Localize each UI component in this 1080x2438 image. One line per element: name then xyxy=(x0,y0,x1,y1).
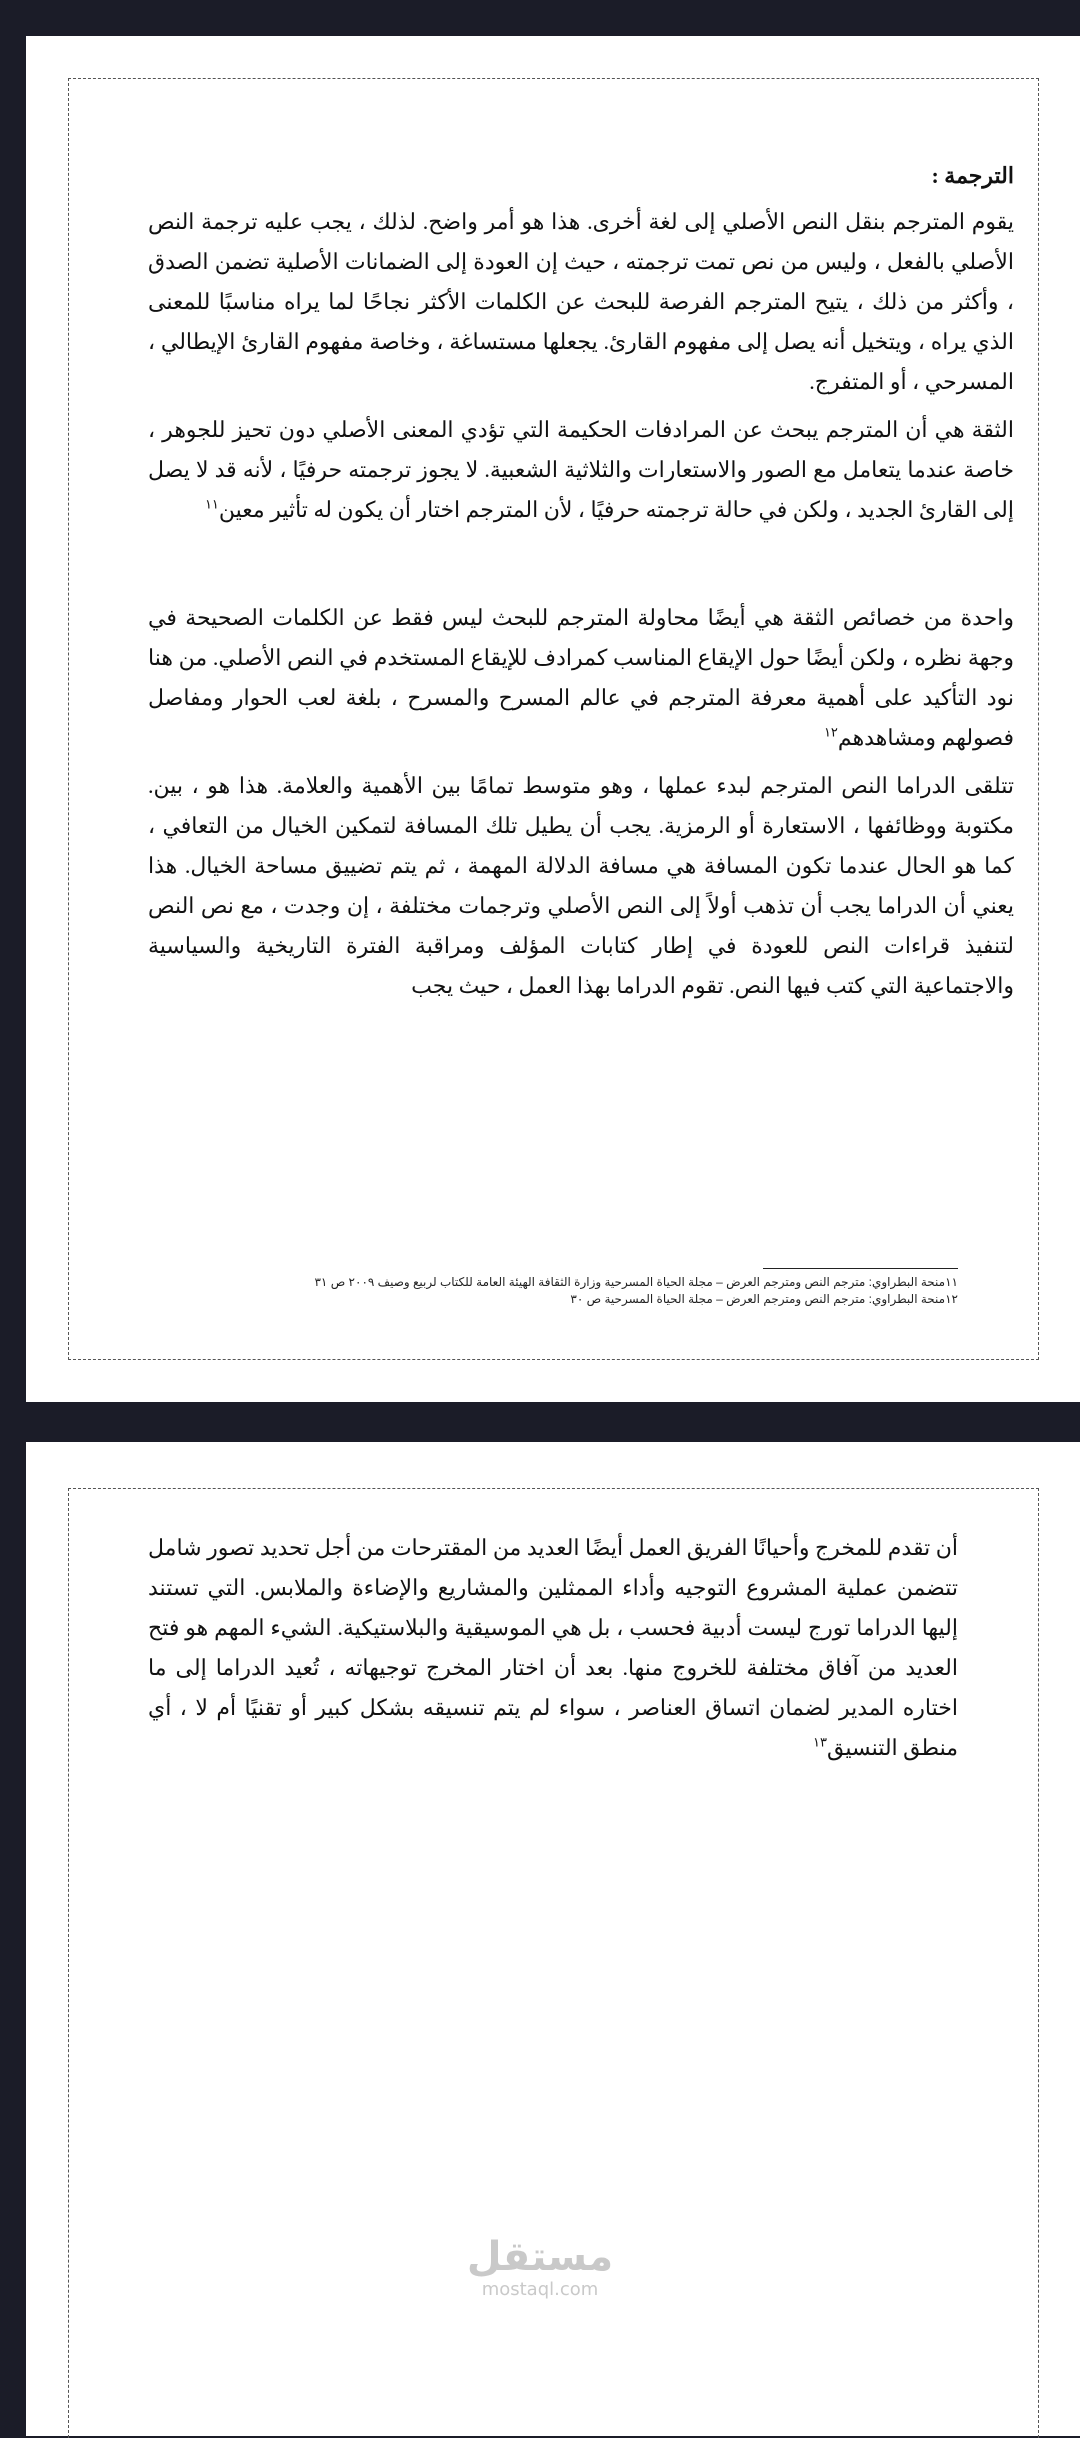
footnote-ref-11: ١١ xyxy=(204,496,219,512)
paragraph-5: أن تقدم للمخرج وأحيانًا الفريق العمل أيضًا العديد من المقترحات من أجل تحديد تصور شامل تتضمن عملية المشروع التوجيه وأداء الممثلين والمشاريع والإضاءة والملابس. التي تستند إليها الدراما تورج ليست أدبية فحسب ، بل هي الموسيقية والبلاستيكية. الشيء المهم هو فتح العديد من آفاق مختلفة للخروج منها. بعد أن اختار المخرج توجيهاته ، تُعيد الدراما إلى ما اختاره المدير لضمان اتساق العناصر ، سواء لم يتم تنسيقه بشكل كبير أو تقنيًا أم لا ، أي منطق التنسيق$^{١٣}$ xyxy=(148,1535,958,1760)
paragraph-1: يقوم المترجم بنقل النص الأصلي إلى لغة أخرى. هذا هو أمر واضح. لذلك ، يجب عليه ترجمة النص الأصلي بالفعل ، وليس من نص تمت ترجمته ، حيث إن العودة إلى الضمانات الأصلية تضمن الصدق ، وأكثر من ذلك ، يتيح المترجم الفرصة للبحث عن الكلمات الأكثر نجاحًا لما يراه مناسبًا للمعنى الذي يراه ، ويتخيل أنه يصل إلى مفهوم القارئ. يجعلها مستساغة ، وخاصة مفهوم القارئ الإيطالي ، المسرحي ، أو المتفرج. xyxy=(148,209,1014,394)
watermark-site: mostaql.com xyxy=(481,2279,599,2300)
document-page-1 xyxy=(26,36,1080,1402)
paragraph-4: تتلقى الدراما النص المترجم لبدء عملها ، وهو متوسط تمامًا بين الأهمية والعلامة. هذا هو ، بين. مكتوبة ووظائفها ، الاستعارة أو الرمزية. يجب أن يطيل تلك المسافة لتمكين الخيال من التعافي ، كما هو الحال عندما تكون المسافة هي مسافة الدلالة المهمة ، ثم يتم تضييق مساحة الخيال. هذا يعني أن الدراما يجب أن تذهب أولاً إلى النص الأصلي وترجمات مختلفة ، إن وجدت ، مع نص النص لتنفيذ قراءات النص للعودة في إطار كتابات المؤلف ومراقبة الفترة التاريخية والسياسية والاجتماعية التي كتب فيها النص. تقوم الدراما بهذا العمل ، حيث يجب xyxy=(148,773,1014,998)
page-2-text xyxy=(148,1528,958,1776)
footnote-ref-13: ١٣ xyxy=(813,1734,827,1750)
footnote-ref-12: ١٢ xyxy=(823,724,838,740)
watermark xyxy=(0,2235,1080,2301)
page-1-text xyxy=(148,156,1014,1014)
paragraph-2: الثقة هي أن المترجم يبحث عن المرادفات الحكيمة التي تؤدي المعنى الأصلي دون تحيز للجوهر ، خاصة عندما يتعامل مع الصور والاستعارات والثلاثية الشعبية. لا يجوز ترجمته حرفيًا ، لأنه قد لا يصل إلى القارئ الجديد ، ولكن في حالة ترجمته حرفيًا ، لأن المترجم اختار أن يكون له تأثير معين$^{١١}$ xyxy=(148,417,1015,522)
footnotes xyxy=(196,1274,958,1308)
mostaql-logo: مستقل xyxy=(466,2234,614,2280)
section-heading: الترجمة : xyxy=(931,163,1014,188)
footnote-11: ١١منحة البطراوي: مترجم النص ومترجم العرض – مجلة الحياة المسرحية وزارة الثقافة الهيئة العامة للكتاب لربيع وصيف ٢٠٠٩ ص ٣١ xyxy=(314,1275,958,1289)
paragraph-3: واحدة من خصائص الثقة هي أيضًا محاولة المترجم للبحث ليس فقط عن الكلمات الصحيحة في وجهة نظره ، ولكن أيضًا حول الإيقاع المناسب كمرادف للإيقاع المستخدم في النص الأصلي. من هنا نود التأكيد على أهمية معرفة المترجم في عالم المسرح والمسرح ، بلغة لعب الحوار ومفاصل فصولهم ومشاهدهم$^{١٢}$ xyxy=(148,605,1014,750)
footnote-12: ١٢منحة البطراوي: مترجم النص ومترجم العرض – مجلة الحياة المسرحية ص ٣٠ xyxy=(570,1292,958,1306)
footnote-separator xyxy=(763,1268,958,1269)
